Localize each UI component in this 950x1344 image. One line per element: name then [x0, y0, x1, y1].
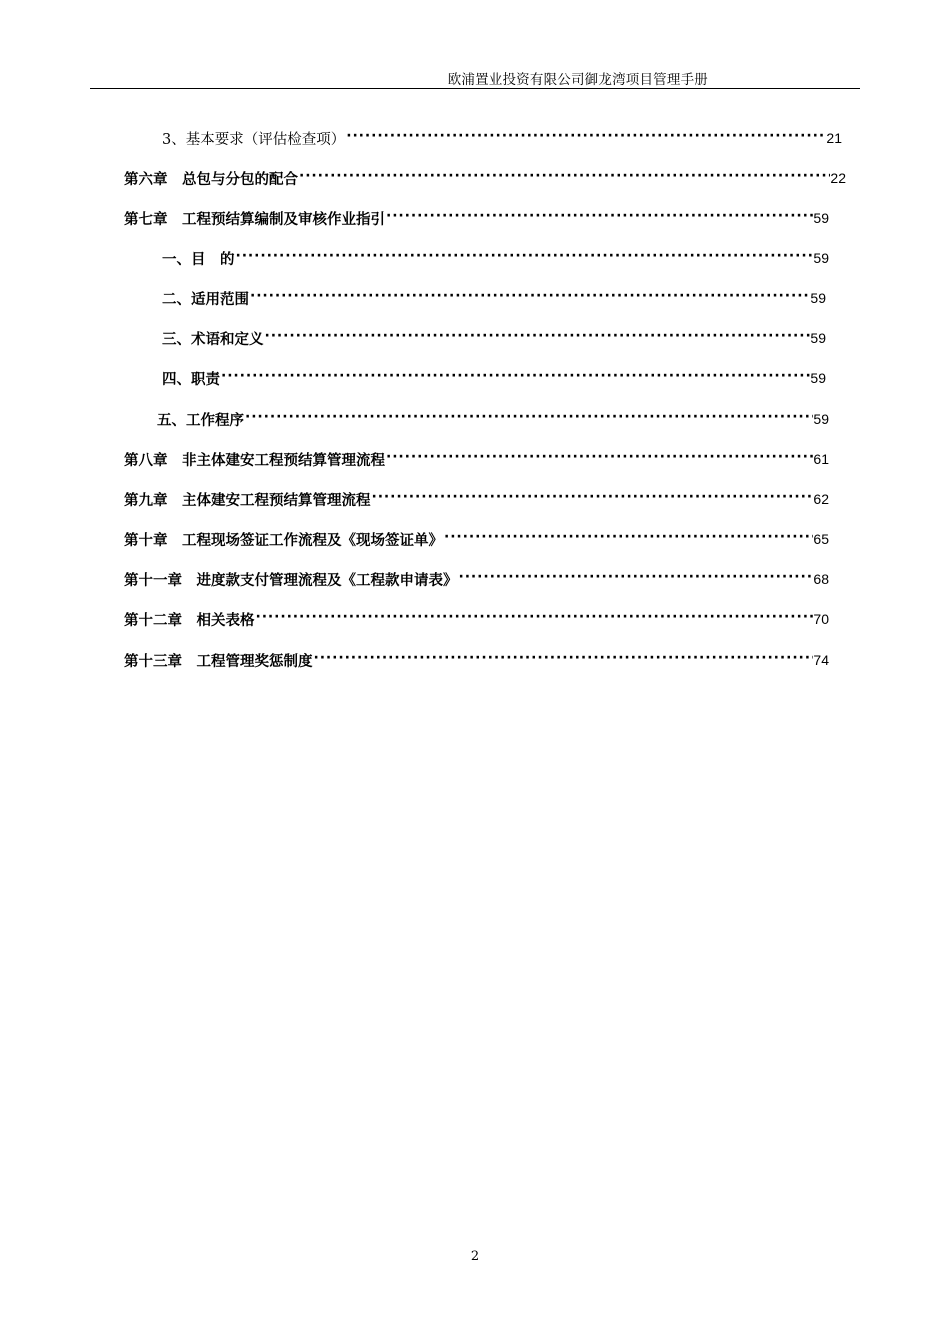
toc-entry[interactable]	[124, 488, 829, 510]
page-header	[90, 62, 860, 89]
toc-entry-page: 59	[813, 250, 829, 266]
toc-entry[interactable]	[162, 247, 829, 269]
toc-entry[interactable]	[124, 649, 829, 671]
toc-entry-page: 68	[813, 571, 829, 587]
toc-entry-page: 70	[813, 611, 829, 627]
toc-entry-page: 21	[826, 130, 842, 146]
toc-entry[interactable]	[124, 608, 829, 630]
toc-entry-label: 五、工作程序	[157, 411, 244, 429]
toc-entry-page: 59	[810, 330, 826, 346]
toc-entry[interactable]	[124, 568, 829, 590]
toc-leader-dots	[346, 127, 826, 149]
toc-entry-page: 59	[810, 290, 826, 306]
toc-entry-page: 74	[813, 652, 829, 668]
toc-entry-label: 3、基本要求（评估检查项）	[162, 131, 346, 148]
toc-leader-dots	[265, 327, 811, 349]
toc-entry-label: 三、术语和定义	[162, 330, 264, 348]
page-number: 2	[470, 1249, 480, 1264]
toc-entry-label: 第六章 总包与分包的配合	[124, 170, 298, 188]
toc-entry[interactable]	[162, 327, 826, 349]
toc-leader-dots	[372, 488, 814, 510]
toc-entry[interactable]	[162, 127, 842, 149]
header-title: 欧浦置业投资有限公司御龙湾项目管理手册	[447, 72, 708, 88]
toc-entry-label: 二、适用范围	[162, 290, 249, 308]
toc-leader-dots	[299, 167, 830, 189]
toc-entry-label: 第八章 非主体建安工程预结算管理流程	[124, 451, 385, 469]
toc-entry-label: 第十二章 相关表格	[124, 611, 255, 629]
toc-entry-label: 第十三章 工程管理奖惩制度	[124, 652, 313, 670]
toc-leader-dots	[459, 568, 814, 590]
toc-entry-label: 四、职责	[162, 370, 220, 388]
toc-leader-dots	[245, 408, 813, 430]
toc-entry-page: 61	[813, 451, 829, 467]
toc-leader-dots	[256, 608, 814, 630]
toc-entry[interactable]	[162, 287, 826, 309]
toc-entry-page: 59	[810, 370, 826, 386]
toc-leader-dots	[250, 287, 810, 309]
toc-entry[interactable]	[124, 448, 829, 470]
toc-entry[interactable]	[157, 408, 829, 430]
toc-leader-dots	[444, 528, 813, 550]
toc-leader-dots	[314, 649, 814, 671]
toc-entry-page: 59	[813, 411, 829, 427]
toc-entry-label: 第七章 工程预结算编制及审核作业指引	[124, 210, 385, 228]
toc-entry-page: 62	[813, 491, 829, 507]
toc-entry-label: 一、目 的	[162, 250, 235, 268]
toc-entry[interactable]	[124, 528, 829, 550]
toc-leader-dots	[236, 247, 814, 269]
toc-entry[interactable]	[162, 367, 826, 389]
toc-entry-label: 第十一章 进度款支付管理流程及《工程款申请表》	[124, 571, 458, 589]
toc-entry-page: 65	[813, 531, 829, 547]
toc-entry-label: 第九章 主体建安工程预结算管理流程	[124, 491, 371, 509]
toc-entry-page: 22	[830, 170, 846, 186]
toc-leader-dots	[386, 207, 813, 229]
toc-leader-dots	[221, 367, 810, 389]
toc-entry[interactable]	[124, 167, 846, 189]
toc-entry-page: 59	[813, 210, 829, 226]
toc-leader-dots	[386, 448, 813, 470]
toc-entry[interactable]	[124, 207, 829, 229]
toc-entry-label: 第十章 工程现场签证工作流程及《现场签证单》	[124, 531, 443, 549]
